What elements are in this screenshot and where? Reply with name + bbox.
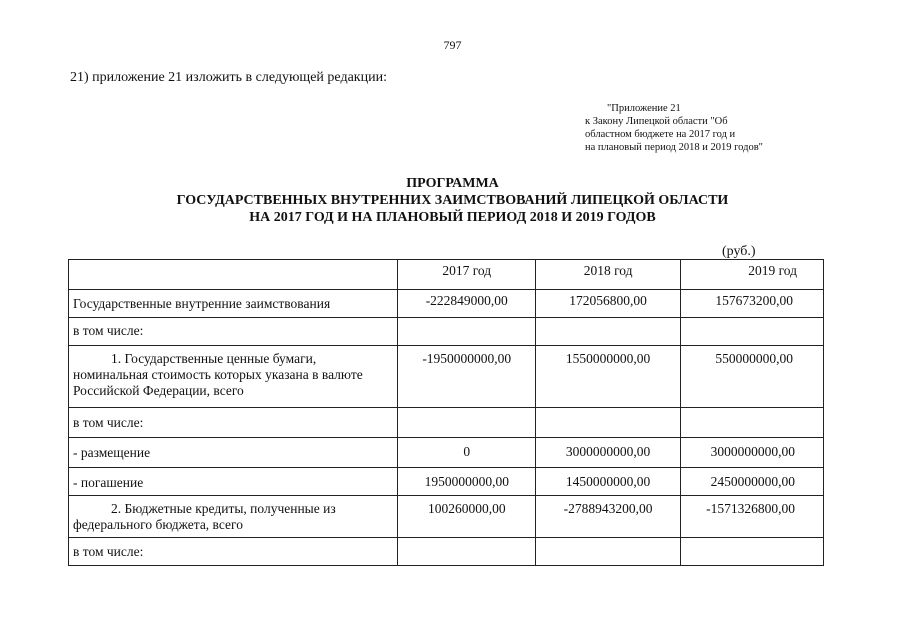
annex-line: к Закону Липецкой области "Об	[585, 116, 728, 127]
borrowing-program-table	[68, 259, 824, 566]
header-cell-2017: 2017 год	[398, 260, 536, 290]
value-2019	[681, 538, 824, 566]
page-number: 797	[443, 38, 462, 52]
value-2019: 157673200,00	[681, 290, 824, 318]
table-row	[69, 290, 824, 318]
annex-reference	[585, 102, 763, 154]
table-row	[69, 496, 824, 538]
value-2018	[536, 318, 681, 346]
value-2018: -2788943200,00	[536, 496, 681, 538]
value-2019: 3000000000,00	[681, 438, 824, 468]
table-header-row	[69, 260, 824, 290]
value-2017	[398, 538, 536, 566]
row-label: в том числе:	[69, 408, 398, 438]
header-cell-label	[69, 260, 398, 290]
row-label: в том числе:	[69, 318, 398, 346]
value-2019	[681, 318, 824, 346]
currency-unit: (руб.)	[722, 244, 756, 259]
value-2018: 172056800,00	[536, 290, 681, 318]
value-2017: -222849000,00	[398, 290, 536, 318]
value-2018: 1450000000,00	[536, 468, 681, 496]
row-label: 1. Государственные ценные бумаги, номинальная стоимость которых указана в валюте Российской Федерации, всего	[69, 346, 398, 408]
value-2018	[536, 408, 681, 438]
value-2019: -1571326800,00	[681, 496, 824, 538]
annex-line: "Приложение 21	[607, 103, 681, 114]
table-row	[69, 538, 824, 566]
annex-line: областном бюджете на 2017 год и	[585, 129, 736, 140]
value-2017: 0	[398, 438, 536, 468]
value-2018: 3000000000,00	[536, 438, 681, 468]
annex-line: на плановый период 2018 и 2019 годов"	[585, 142, 763, 153]
row-label: в том числе:	[69, 538, 398, 566]
document-title	[0, 175, 905, 226]
value-2019	[681, 408, 824, 438]
table-row	[69, 408, 824, 438]
value-2018	[536, 538, 681, 566]
value-2017: 100260000,00	[398, 496, 536, 538]
header-cell-2019: 2019 год	[681, 260, 824, 290]
row-label: 2. Бюджетные кредиты, полученные из федерального бюджета, всего	[69, 496, 398, 538]
value-2017: 1950000000,00	[398, 468, 536, 496]
title-line: ГОСУДАРСТВЕННЫХ ВНУТРЕННИХ ЗАИМСТВОВАНИЙ ЛИПЕЦКОЙ ОБЛАСТИ	[176, 193, 729, 208]
table-row	[69, 468, 824, 496]
title-line: НА 2017 ГОД И НА ПЛАНОВЫЙ ПЕРИОД 2018 И 2019 ГОДОВ	[249, 210, 656, 225]
value-2017: -1950000000,00	[398, 346, 536, 408]
value-2018: 1550000000,00	[536, 346, 681, 408]
table-row	[69, 318, 824, 346]
value-2019: 2450000000,00	[681, 468, 824, 496]
table-row	[69, 346, 824, 408]
value-2017	[398, 408, 536, 438]
row-label: - размещение	[69, 438, 398, 468]
value-2017	[398, 318, 536, 346]
title-line: ПРОГРАММА	[406, 176, 499, 191]
table-row	[69, 438, 824, 468]
amendment-intro: 21) приложение 21 изложить в следующей редакции:	[70, 70, 387, 85]
value-2019: 550000000,00	[681, 346, 824, 408]
row-label: Государственные внутренние заимствования	[69, 290, 398, 318]
row-label: - погашение	[69, 468, 398, 496]
header-cell-2018: 2018 год	[536, 260, 681, 290]
